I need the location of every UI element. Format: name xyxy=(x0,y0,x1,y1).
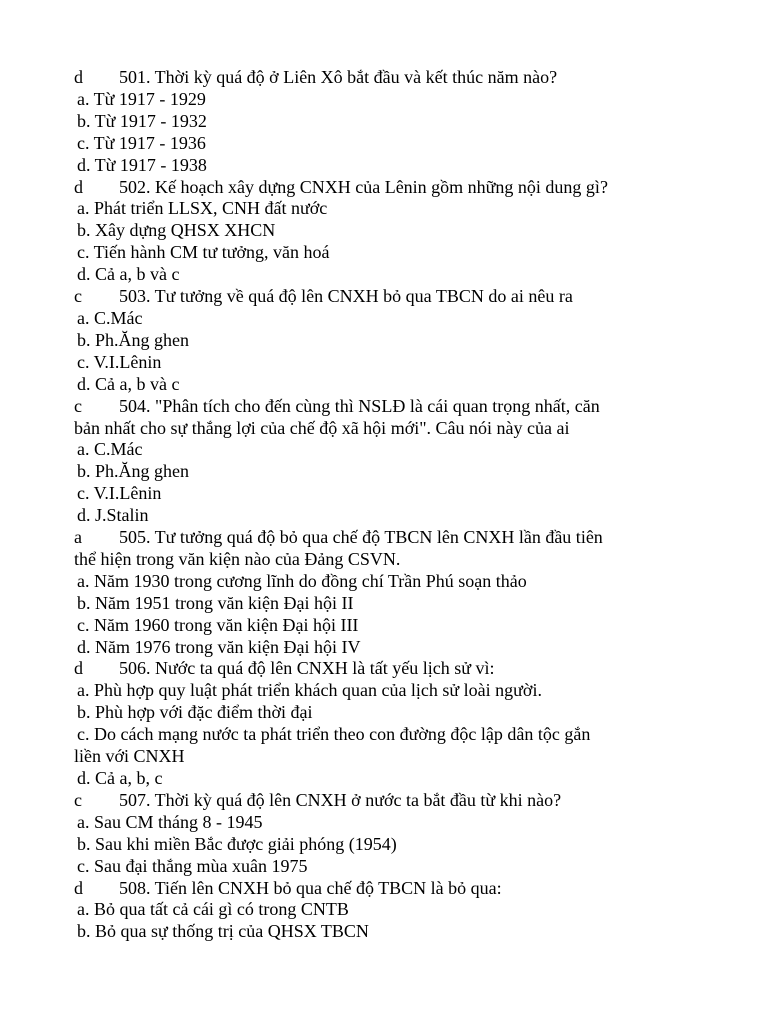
option-line: a. Năm 1930 trong cương lĩnh do đồng chí Trần Phú soạn thảo xyxy=(77,570,527,591)
question-text: 502. Kế hoạch xây dựng CNXH của Lênin gồm những nội dung gì? xyxy=(119,176,608,197)
option-line: c. V.I.Lênin xyxy=(77,483,162,504)
question-text: 505. Tư tưởng quá độ bỏ qua chế độ TBCN lên CNXH lần đầu tiên xyxy=(119,527,603,548)
question-line xyxy=(74,878,714,900)
question-continuation: bản nhất cho sự thắng lợi của chế độ xã hội mới". Câu nói này của ai xyxy=(74,417,570,438)
option-line: d. Năm 1976 trong văn kiện Đại hội IV xyxy=(77,636,361,657)
question-continuation: thể hiện trong văn kiện nào của Đảng CSVN. xyxy=(74,548,401,569)
answer-key: c xyxy=(74,789,82,810)
question-line xyxy=(74,790,714,812)
question-line xyxy=(74,67,714,89)
question-block xyxy=(74,177,714,287)
option-line: d. Cả a, b, c xyxy=(77,768,163,788)
option-line: b. Ph.Ăng ghen xyxy=(77,329,189,350)
option-line: a. Phát triển LLSX, CNH đất nước xyxy=(77,198,328,219)
question-text: 501. Thời kỳ quá độ ở Liên Xô bắt đầu và kết thúc năm nào? xyxy=(119,67,558,87)
option-line: a. C.Mác xyxy=(77,307,143,328)
option-line: d. Cả a, b và c xyxy=(77,264,180,285)
question-line xyxy=(74,527,714,549)
option-line: a. Sau CM tháng 8 - 1945 xyxy=(77,811,263,832)
option-line: a. C.Mác xyxy=(77,439,143,460)
answer-key: d xyxy=(74,67,83,87)
question-block xyxy=(74,790,714,878)
option-line: c. Do cách mạng nước ta phát triển theo con đường độc lập dân tộc gắn xyxy=(77,724,591,745)
question-block xyxy=(74,658,714,789)
option-line: b. Phù hợp với đặc điểm thời đại xyxy=(77,702,313,723)
option-line: a. Phù hợp quy luật phát triển khách quan của lịch sử loài người. xyxy=(77,680,542,701)
question-text: 508. Tiến lên CNXH bỏ qua chế độ TBCN là bỏ qua: xyxy=(119,877,502,898)
question-text: 504. "Phân tích cho đến cùng thì NSLĐ là cái quan trọng nhất, căn xyxy=(119,395,600,416)
option-line: c. Từ 1917 - 1936 xyxy=(77,132,206,153)
answer-key: c xyxy=(74,286,82,307)
question-line xyxy=(74,658,714,680)
question-text: 506. Nước ta quá độ lên CNXH là tất yếu lịch sử vì: xyxy=(119,658,495,679)
option-line: c. Năm 1960 trong văn kiện Đại hội III xyxy=(77,614,359,635)
option-line: d. J.Stalin xyxy=(77,505,149,526)
option-line: b. Bỏ qua sự thống trị của QHSX TBCN xyxy=(77,921,369,942)
option-line: c. Sau đại thắng mùa xuân 1975 xyxy=(77,855,308,876)
document-body xyxy=(74,67,714,943)
question-line xyxy=(74,177,714,199)
option-line: b. Năm 1951 trong văn kiện Đại hội II xyxy=(77,592,354,613)
option-line: d. Từ 1917 - 1938 xyxy=(77,154,207,175)
option-line: a. Từ 1917 - 1929 xyxy=(77,88,206,109)
option-line: a. Bỏ qua tất cả cái gì có trong CNTB xyxy=(77,899,349,920)
question-block xyxy=(74,67,714,177)
question-block xyxy=(74,396,714,527)
question-line xyxy=(74,396,714,418)
option-line: c. Tiến hành CM tư tưởng, văn hoá xyxy=(77,242,330,263)
option-line: c. V.I.Lênin xyxy=(77,351,162,372)
option-line: b. Ph.Ăng ghen xyxy=(77,461,189,482)
option-line: b. Sau khi miền Bắc được giải phóng (1954) xyxy=(77,833,397,854)
option-line: b. Từ 1917 - 1932 xyxy=(77,110,207,131)
question-block xyxy=(74,878,714,944)
answer-key: d xyxy=(74,658,83,679)
question-line xyxy=(74,286,714,308)
question-block xyxy=(74,286,714,396)
option-line: b. Xây dựng QHSX XHCN xyxy=(77,220,276,241)
option-line: d. Cả a, b và c xyxy=(77,373,180,394)
answer-key: c xyxy=(74,395,82,416)
answer-key: d xyxy=(74,877,83,898)
option-continuation: liền với CNXH xyxy=(74,746,185,767)
answer-key: a xyxy=(74,527,82,548)
question-text: 507. Thời kỳ quá độ lên CNXH ở nước ta bắt đầu từ khi nào? xyxy=(119,789,562,810)
answer-key: d xyxy=(74,176,83,197)
question-text: 503. Tư tưởng về quá độ lên CNXH bỏ qua TBCN do ai nêu ra xyxy=(119,286,573,307)
question-block xyxy=(74,527,714,658)
